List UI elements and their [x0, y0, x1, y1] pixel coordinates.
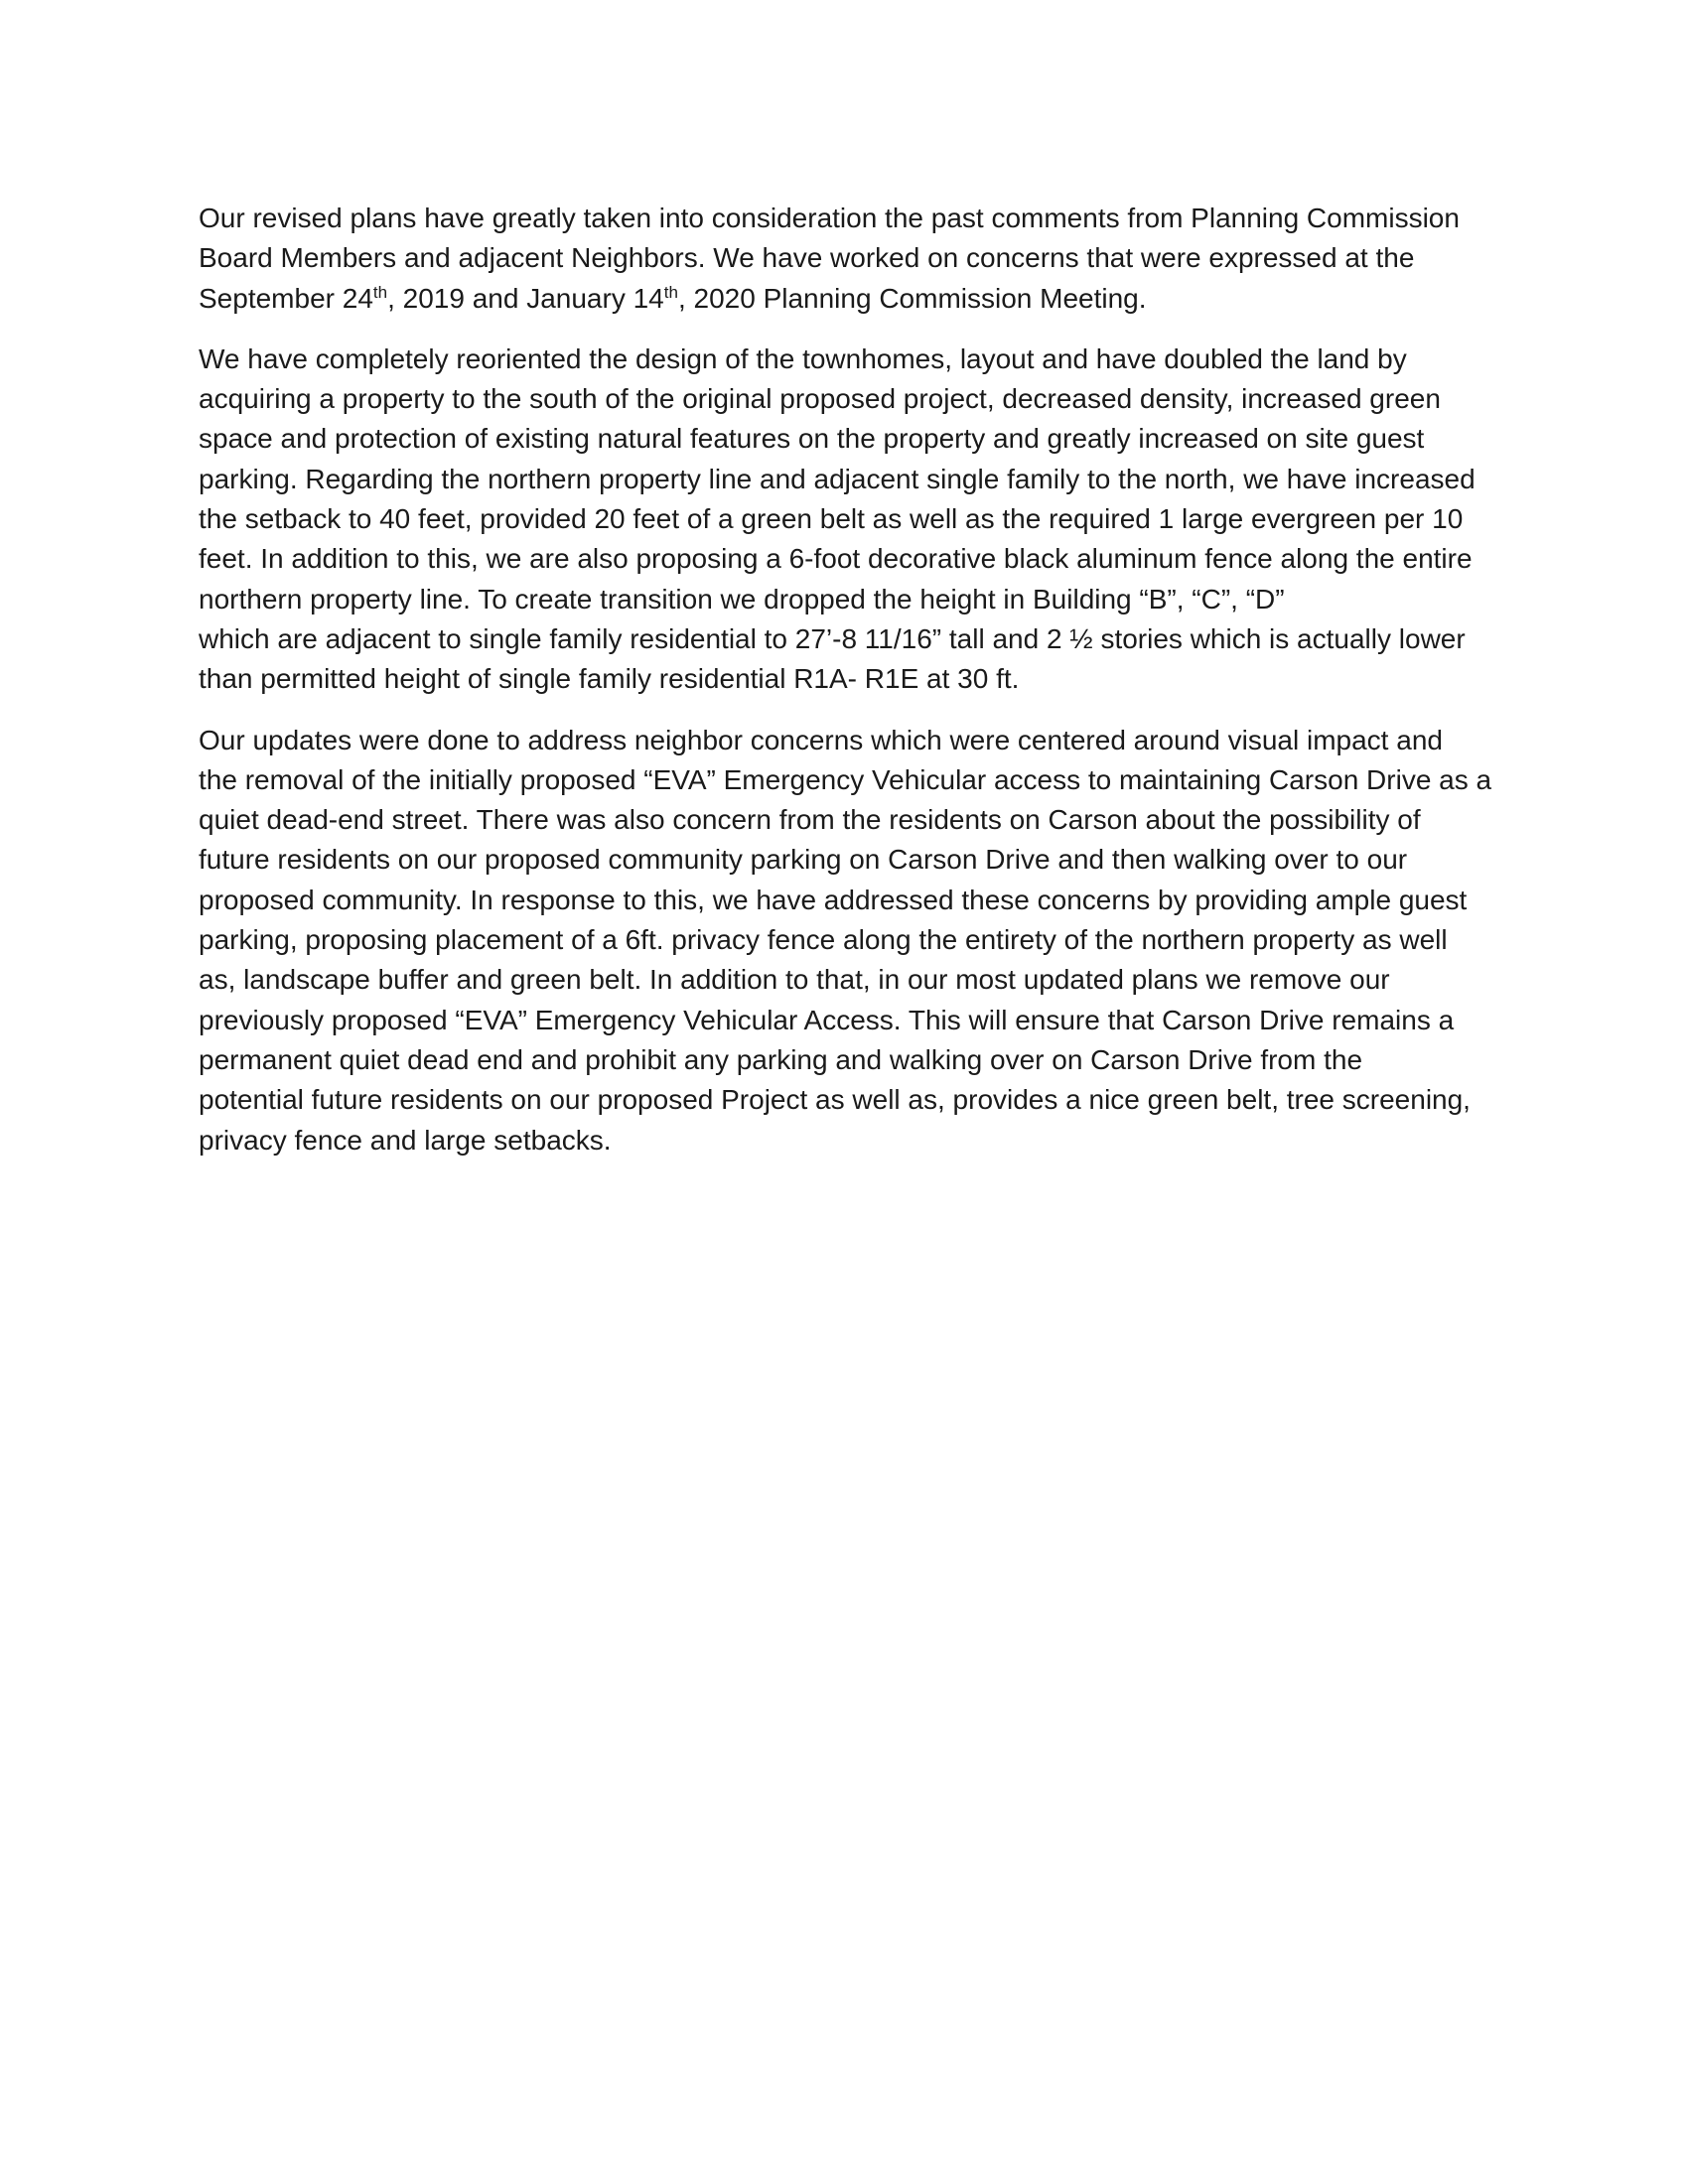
text-line: space and protection of existing natural features on the property and greatly increased on site guest	[199, 423, 1425, 455]
text-line: We have completely reoriented the design of the townhomes, layout and have doubled the land by	[199, 342, 1407, 374]
ordinal-suffix: th	[663, 282, 678, 302]
text-line: permanent quiet dead end and prohibit any parking and walking over on Carson Drive from the	[199, 1043, 1363, 1075]
document-body	[199, 199, 1509, 1181]
text-line: parking. Regarding the northern property line and adjacent single family to the north, we have increased	[199, 463, 1476, 494]
text-line: northern property line. To create transition we dropped the height in Building “B”, “C”, “D”	[199, 583, 1285, 614]
text-line: proposed community. In response to this, we have addressed these concerns by providing ample guest	[199, 884, 1468, 915]
text-line: potential future residents on our proposed Project as well as, provides a nice green belt, tree screening,	[199, 1084, 1471, 1116]
ordinal-suffix: th	[372, 282, 388, 302]
text-line: Our updates were done to address neighbor concerns which were centered around visual impact and	[199, 724, 1443, 755]
date-text: September 24	[199, 282, 373, 314]
text-line: Board Members and adjacent Neighbors. We have worked on concerns that were expressed at the	[199, 242, 1415, 274]
text-line: Our revised plans have greatly taken into consideration the past comments from Planning Commission	[199, 203, 1460, 233]
text-line: privacy fence and large setbacks.	[199, 1124, 612, 1156]
meeting-dates-line	[199, 279, 1509, 319]
text-line: quiet dead-end street. There was also concern from the residents on Carson about the possibility of	[199, 804, 1421, 836]
text-line: as, landscape buffer and green belt. In addition to that, in our most updated plans we remove our	[199, 964, 1390, 996]
text-line: feet. In addition to this, we are also proposing a 6-foot decorative black aluminum fence along the entire	[199, 543, 1473, 575]
paragraph-design-changes	[199, 340, 1509, 700]
paragraph-intro	[199, 199, 1509, 319]
text-line: than permitted height of single family residential R1A- R1E at 30 ft.	[199, 663, 1020, 695]
text-line: parking, proposing placement of a 6ft. privacy fence along the entirety of the northern property as well	[199, 924, 1448, 956]
text-line: previously proposed “EVA” Emergency Vehicular Access. This will ensure that Carson Drive remains a	[199, 1004, 1455, 1035]
text-line: which are adjacent to single family residential to 27’-8 11/16” tall and 2 ½ stories which is actually lower	[199, 622, 1466, 654]
text-line: acquiring a property to the south of the original proposed project, decreased density, increased green	[199, 383, 1441, 415]
text-line: the setback to 40 feet, provided 20 feet of a green belt as well as the required 1 large evergreen per 10	[199, 503, 1464, 535]
date-text: , 2020 Planning Commission Meeting.	[677, 282, 1147, 314]
date-text: , 2019 and January 14	[387, 282, 664, 314]
text-line: the removal of the initially proposed “EVA” Emergency Vehicular access to maintaining Carson Drive as a	[199, 763, 1492, 795]
text-line: future residents on our proposed community parking on Carson Drive and then walking over to our	[199, 844, 1408, 876]
paragraph-neighbor-concerns	[199, 721, 1509, 1160]
